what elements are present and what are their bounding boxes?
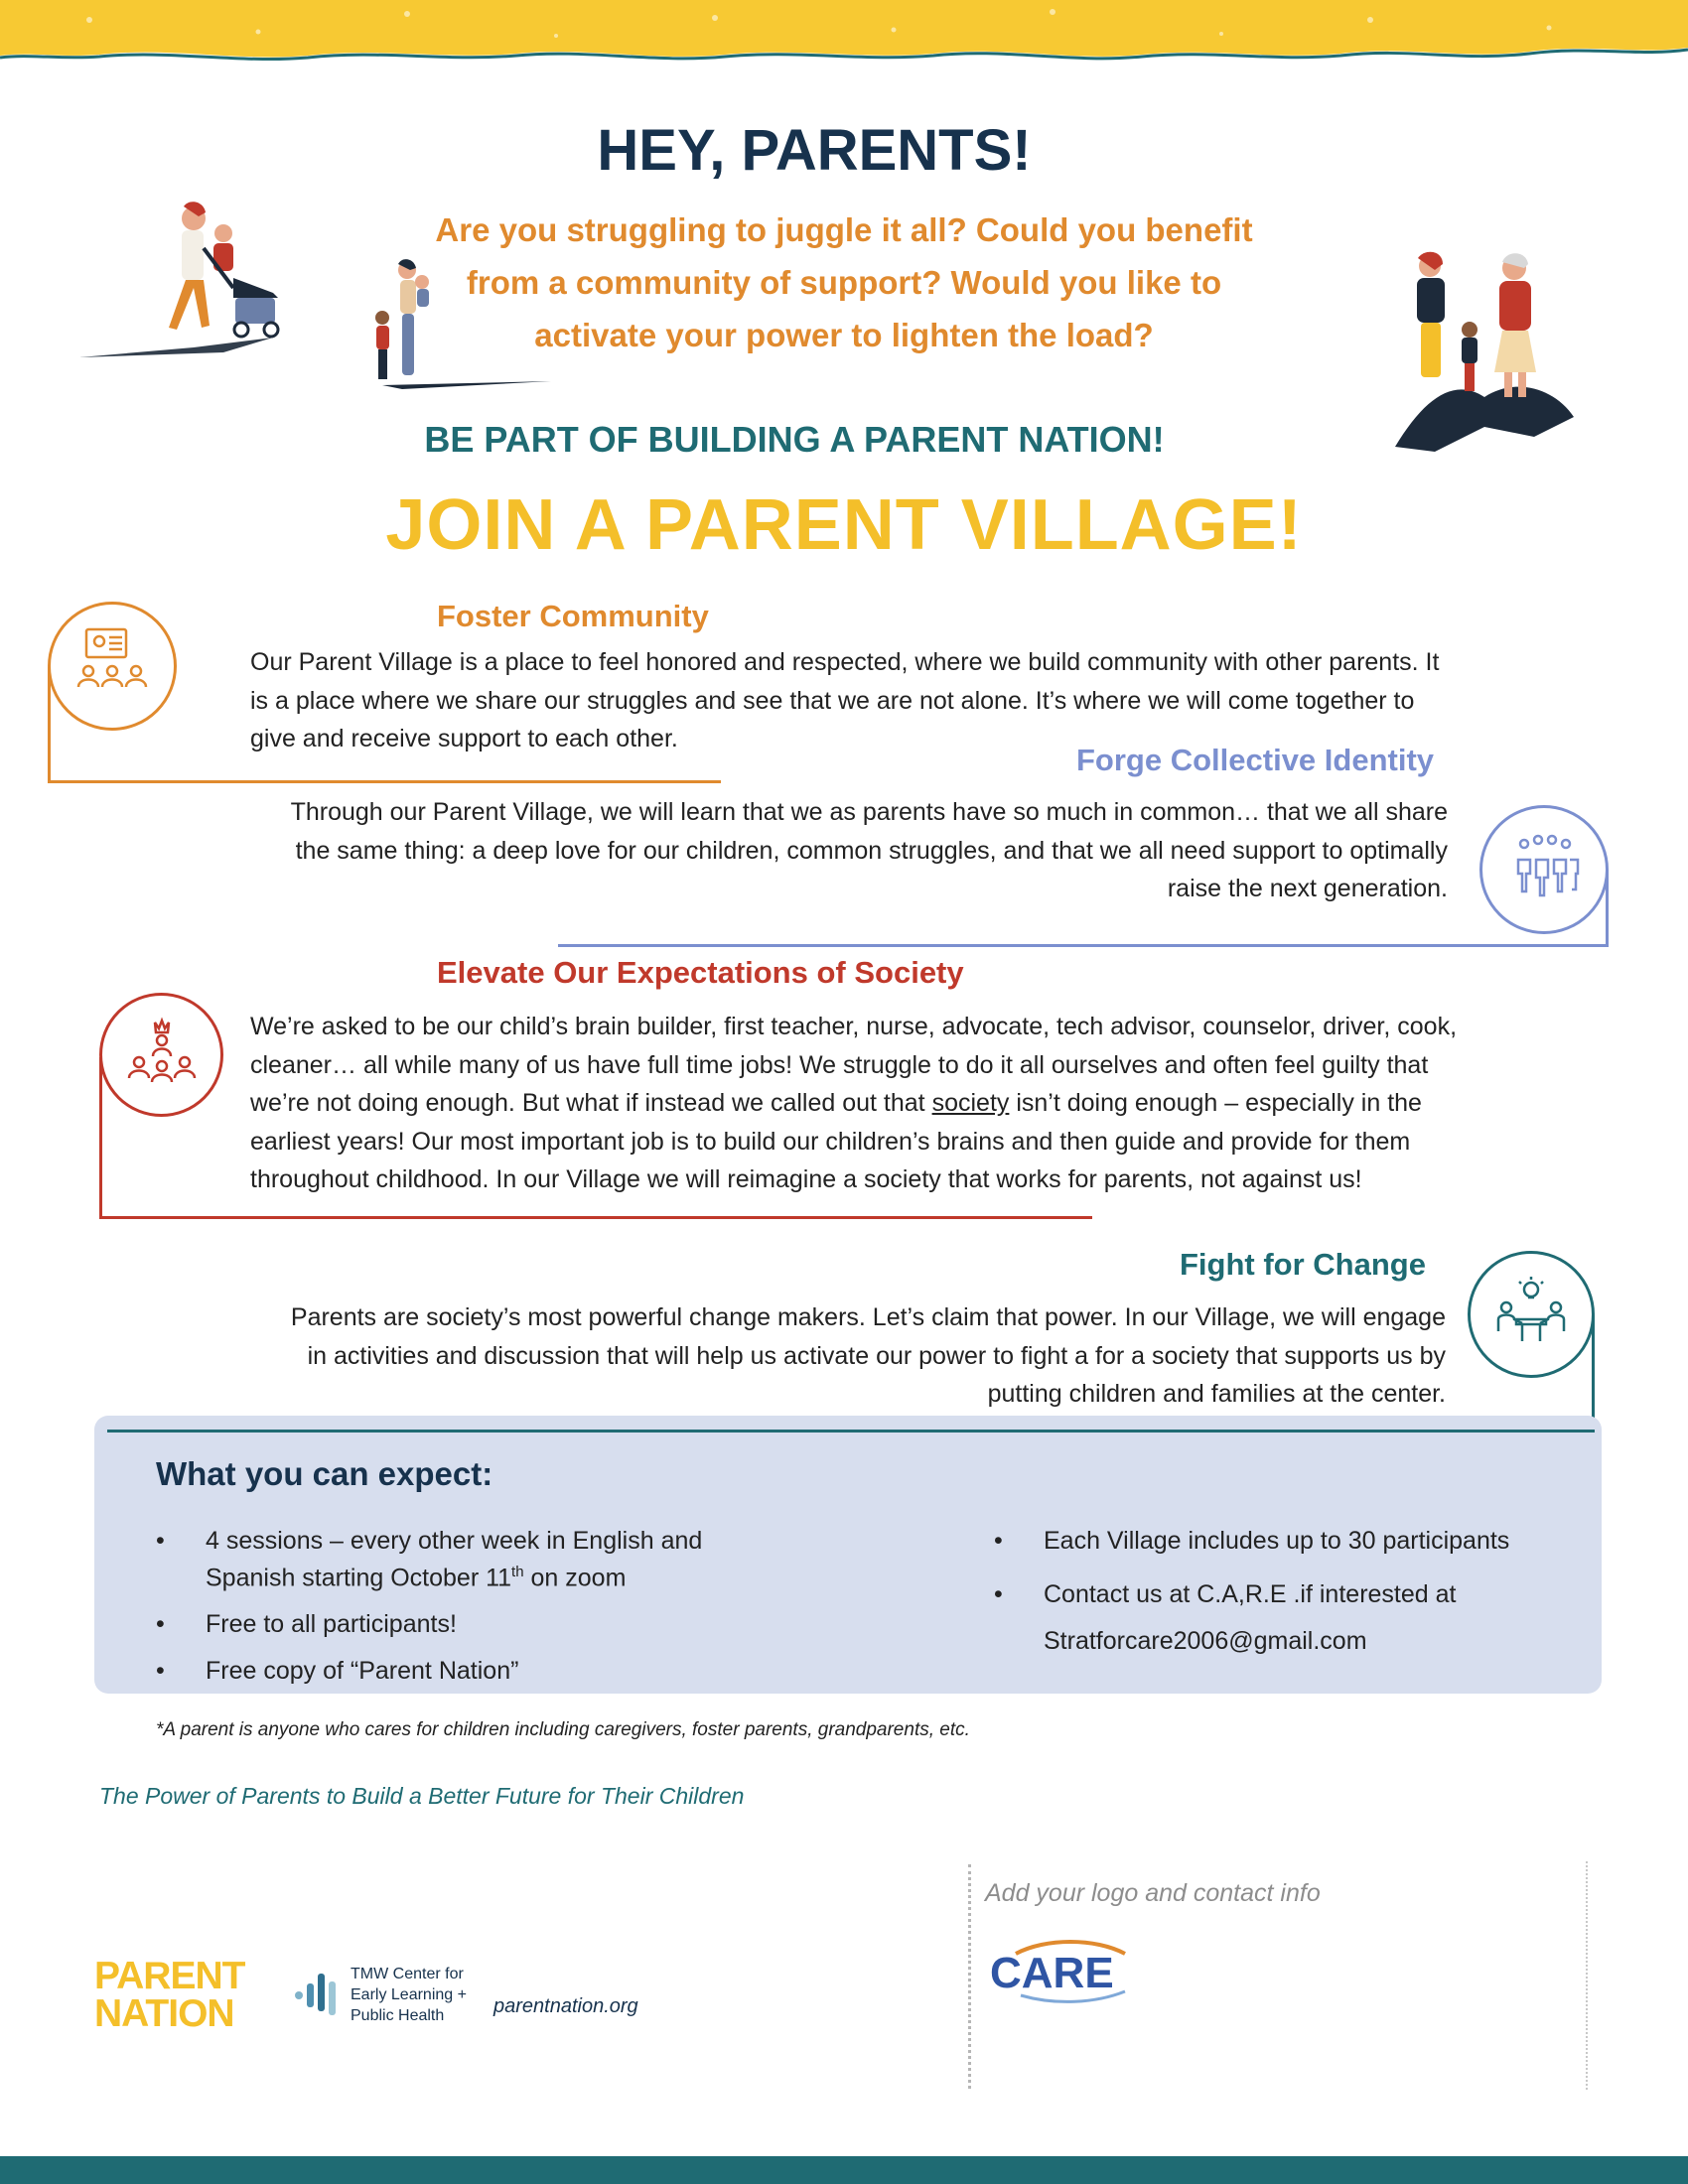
body-line: throughout childhood. In our Village we will reimagine a society that works for parents, not against us! — [250, 1165, 1362, 1193]
body-line: cleaner… all while many of us have full time jobs! We struggle to do it all ourselves and often feel guilty that — [250, 1050, 1429, 1079]
elevate-expectations-line-v — [99, 1057, 102, 1218]
body-line — [250, 1084, 1640, 1123]
expect-title: What you can expect: — [156, 1455, 493, 1492]
hero-subtitle-line: Are you struggling to juggle it all? Could you benefit — [435, 211, 1253, 248]
logo-area-divider-right — [1586, 1861, 1589, 2090]
website-link[interactable]: parentnation.org — [493, 1995, 638, 2017]
tagline: The Power of Parents to Build a Better Future for Their Children — [99, 1783, 745, 1809]
care-logo-text: CARE — [990, 1949, 1114, 1997]
forge-identity-heading: Forge Collective Identity — [1076, 743, 1435, 777]
body-line: putting children and families at the center. — [987, 1380, 1446, 1408]
tmw-line: TMW Center for — [351, 1966, 464, 1982]
logo-text: NATION — [94, 1992, 234, 2035]
body-line: Our Parent Village is a place to feel honored and respected, where we build community with other parents. It — [250, 648, 1440, 676]
body-line: is a place where we share our struggles and see that we are not alone. It’s where we will come together to — [250, 686, 1415, 715]
hero-subtitle-line: activate your power to lighten the load? — [534, 317, 1154, 353]
body-line-text: we’re not doing enough. But what if instead we called out that — [250, 1089, 925, 1117]
family-walking-illustration — [1385, 248, 1594, 457]
bottom-teal-band — [0, 2156, 1688, 2184]
fight-for-change-line-v — [1592, 1315, 1595, 1433]
forge-identity-body — [139, 793, 1448, 908]
page-title: HEY, PARENTS! — [597, 118, 1032, 183]
body-line: the same thing: a deep love for our children, common struggles, and that we all need support to optimally — [295, 836, 1448, 865]
leader-group-icon — [123, 1017, 201, 1094]
list-item-text: on zoom — [523, 1564, 627, 1592]
list-item-text: Contact us at C.A,R.E .if interested at — [1044, 1580, 1457, 1608]
footnote: *A parent is anyone who cares for children including caregivers, foster parents, grandparents, etc. — [156, 1719, 970, 1740]
body-line: in activities and discussion that will help us activate our power to fight a for a society that supports us by — [307, 1341, 1446, 1370]
idea-meeting-icon — [1492, 1276, 1570, 1353]
parent-with-kids-illustration — [362, 256, 561, 390]
underlined-word: society — [931, 1089, 1010, 1117]
superscript: th — [511, 1564, 524, 1580]
parent-nation-logo — [94, 1955, 245, 2035]
list-item: • Free to all participants! — [156, 1608, 851, 1640]
body-line: We’re asked to be our child’s brain builder, first teacher, nurse, advocate, tech advisor, counselor, driver, cook, — [250, 1013, 1458, 1040]
tmw-center-name — [351, 1964, 467, 2026]
add-logo-placeholder: Add your logo and contact info — [985, 1879, 1321, 1907]
contact-email[interactable]: Stratforcare2006@gmail.com — [1044, 1627, 1367, 1655]
logo-area-divider — [968, 1864, 971, 2089]
expect-list-left — [156, 1525, 851, 1702]
list-item-text: 4 sessions – every other week in English and — [206, 1527, 703, 1555]
tmw-line: Public Health — [351, 2007, 445, 2024]
foster-community-heading: Foster Community — [437, 599, 709, 633]
expect-list-right — [994, 1525, 1590, 1665]
elevate-expectations-line-h — [99, 1216, 1092, 1219]
list-item: • Free copy of “Parent Nation” — [156, 1655, 851, 1687]
foster-community-line-h — [48, 780, 721, 783]
fight-for-change-body — [139, 1298, 1446, 1414]
list-item-text: Spanish starting October 11 — [206, 1564, 512, 1592]
body-line: Through our Parent Village, we will learn that we as parents have so much in common… that we all share — [290, 798, 1448, 826]
elevate-expectations-body — [250, 1008, 1640, 1199]
group-people-icon — [1504, 830, 1584, 909]
tmw-logo-icon — [293, 1964, 343, 2023]
tmw-line: Early Learning + — [351, 1986, 467, 2003]
body-line: raise the next generation. — [1167, 875, 1448, 902]
care-logo — [986, 1936, 1160, 2005]
family-stroller-illustration — [74, 199, 303, 362]
list-item — [994, 1571, 1590, 1665]
top-yellow-band — [0, 0, 1688, 69]
fight-for-change-heading: Fight for Change — [1180, 1247, 1426, 1282]
body-line: earliest years! Our most important job is to build our children’s brains and then guide and provide for them — [250, 1127, 1411, 1156]
list-item: • Each Village includes up to 30 participants — [994, 1525, 1590, 1557]
fight-for-change-line-h — [107, 1430, 1595, 1433]
body-line: Parents are society’s most powerful change makers. Let’s claim that power. In our Village, we will engage — [290, 1303, 1446, 1331]
hero-subtitle-line: from a community of support? Would you like to — [466, 264, 1222, 301]
be-part-heading: BE PART OF BUILDING A PARENT NATION! — [424, 419, 1165, 460]
presentation-audience-icon — [72, 625, 152, 705]
foster-community-line-v — [48, 667, 51, 782]
foster-community-body — [250, 643, 1620, 758]
list-item — [156, 1525, 851, 1593]
body-line-text: isn’t doing enough – especially in the — [1009, 1089, 1422, 1117]
elevate-expectations-heading: Elevate Our Expectations of Society — [437, 955, 964, 990]
forge-identity-line-h — [558, 944, 1609, 947]
body-line: give and receive support to each other. — [250, 725, 678, 752]
join-heading: JOIN A PARENT VILLAGE! — [385, 485, 1303, 565]
logo-text: PARENT — [94, 1955, 245, 1997]
